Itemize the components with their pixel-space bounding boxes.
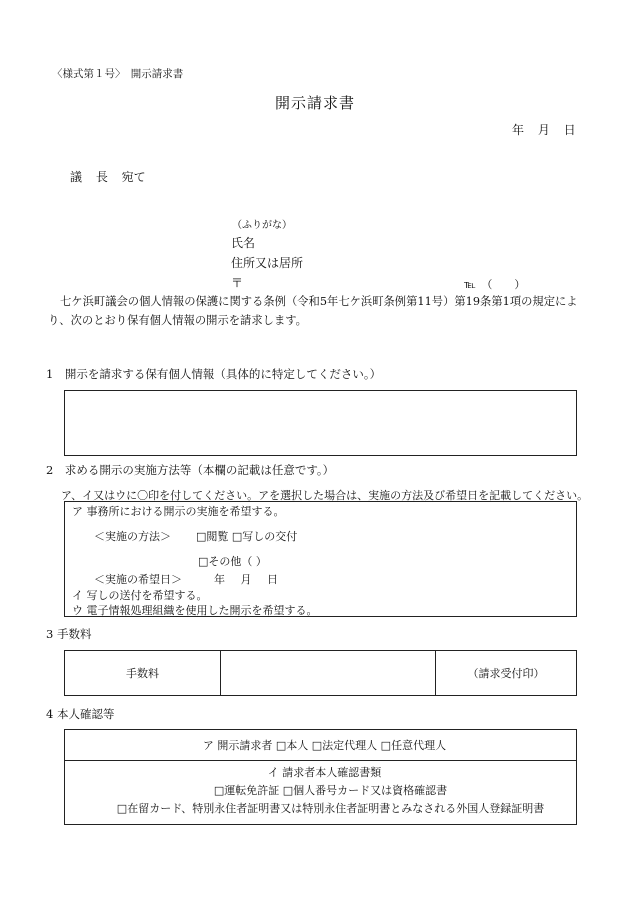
- form-number: 〈様式第１号〉 開示請求書: [52, 68, 184, 80]
- id-documents-row: [65, 761, 577, 825]
- identity-table: [64, 729, 577, 825]
- id-documents-line1[interactable]: □運転免許証 □個人番号カード又は資格確認書: [213, 784, 448, 797]
- furigana-label: （ふりがな）: [232, 220, 292, 231]
- method-other[interactable]: □その他（ ）: [198, 555, 267, 568]
- option-u[interactable]: ウ 電子情報処理組織を使用した開示を希望する。: [72, 604, 318, 617]
- addressee: 議 長 宛て: [70, 170, 146, 184]
- id-documents-title: イ 請求者本人確認書類: [267, 766, 382, 779]
- section2-instruction: ア、イ又はウに〇印を付してください。アを選択した場合は、実施の方法及び希望日を記載してください。: [61, 489, 589, 502]
- section4-heading: 4 本人確認等: [46, 707, 115, 721]
- page-title: 開示請求書: [274, 94, 355, 112]
- option-i[interactable]: イ 写しの送付を希望する。: [72, 589, 208, 602]
- section1-heading: 1 開示を請求する保有個人情報（具体的に特定してください。）: [46, 367, 382, 381]
- section2-heading: 2 求める開示の実施方法等（本欄の記載は任意です。）: [46, 463, 335, 477]
- fee-table: [64, 650, 577, 696]
- postal-code-mark: 〒: [231, 276, 244, 290]
- preferred-date-fields[interactable]: 年 月 日: [214, 573, 278, 586]
- option-a[interactable]: ア 事務所における開示の実施を希望する。: [72, 505, 285, 518]
- method-options[interactable]: □閲覧 □写しの交付: [196, 530, 298, 543]
- section3-heading: 3 手数料: [46, 627, 92, 641]
- personal-info-field[interactable]: [64, 390, 577, 456]
- method-label: ＜実施の方法＞: [94, 530, 171, 543]
- preferred-date-label: ＜実施の希望日＞: [94, 573, 182, 586]
- tel-label: ℡ （ ）: [464, 278, 526, 291]
- date-fields: 年 月 日: [512, 123, 576, 137]
- fee-label: 手数料: [65, 651, 221, 696]
- requester-type-row[interactable]: ア 開示請求者 □本人 □法定代理人 □任意代理人: [65, 730, 577, 761]
- name-label: 氏名: [231, 236, 256, 250]
- id-documents-line2[interactable]: □在留カード、特別永住者証明書又は特別永住者証明書とみなされる外国人登録証明書: [116, 802, 545, 815]
- reception-stamp-label: （請求受付印）: [436, 651, 577, 696]
- fee-value[interactable]: [221, 651, 436, 696]
- request-statement: 七ケ浜町議会の個人情報の保護に関する条例（令和5年七ケ浜町条例第11号）第19条第1項の規定により、次のとおり保有個人情報の開示を請求します。: [48, 295, 578, 327]
- address-label: 住所又は居所: [231, 256, 304, 270]
